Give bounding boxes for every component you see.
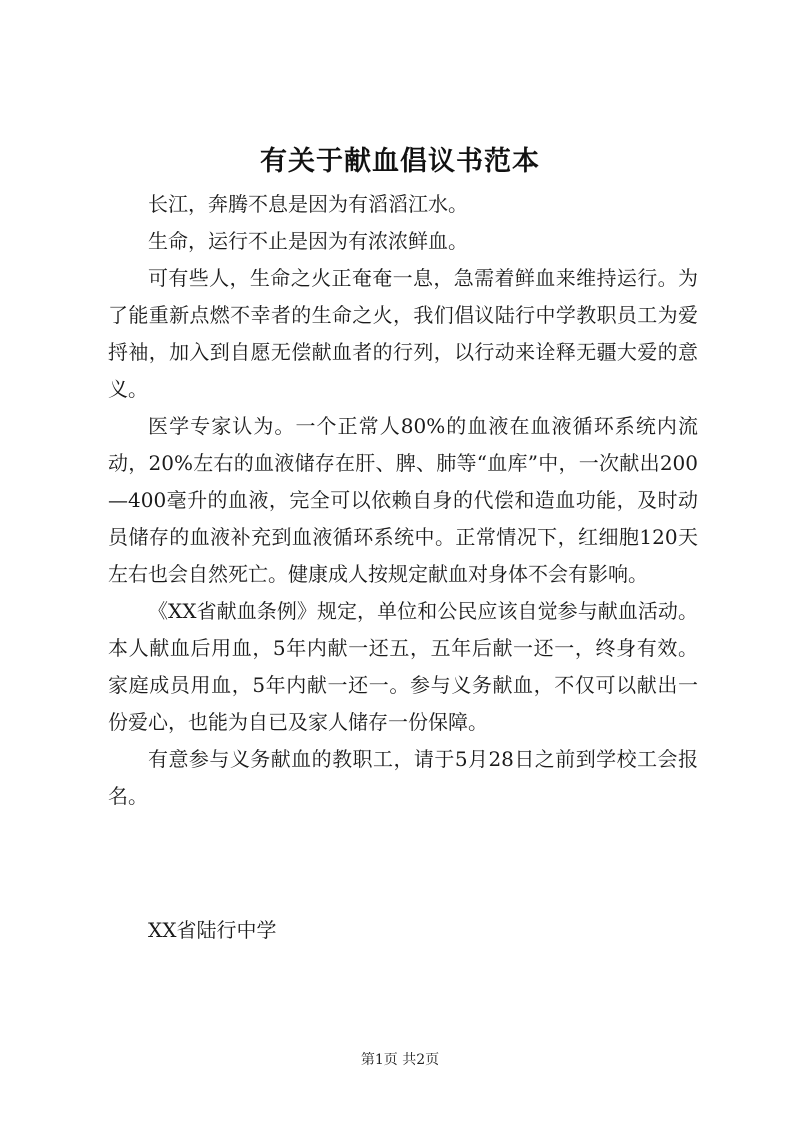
paragraph-5: 《XX省献血条例》规定，单位和公民应该自觉参与献血活动。本人献血后用血，5年内献一还五，五年后献一还一，终身有效。家庭成员用血，5年内献一还一。参与义务献血，不仅可以献出一份爱心，也能为自已及家人储存一份保障。 <box>108 599 698 734</box>
document-title: 有关于献血倡议书范本 <box>260 146 540 177</box>
signature: XX省陆行中学 <box>148 918 277 942</box>
paragraph-6: 有意参与义务献血的教职工，请于5月28日之前到学校工会报名。 <box>108 747 698 808</box>
page-footer: 第1页 共2页 <box>360 1052 440 1068</box>
paragraph-4: 医学专家认为。一个正常人80%的血液在血液循环系统内流动，20%左右的血液储存在肝、脾、肺等“血库”中，一次献出200—400毫升的血液，完全可以依赖自身的代偿和造血功能，及时动员储存的血液补充到血液循环系统中。正常情况下，红细胞120天左右也会自然死亡。健康成人按规定献血对身体不会有影响。 <box>108 414 698 586</box>
paragraph-3: 可有些人，生命之火正奄奄一息，急需着鲜血来维持运行。为了能重新点燃不幸者的生命之火，我们倡议陆行中学教职员工为爱捋袖，加入到自愿无偿献血者的行列，以行动来诠释无疆大爱的意义。 <box>108 266 698 401</box>
paragraph-1: 长江，奔腾不息是因为有滔滔江水。 <box>148 192 468 216</box>
paragraph-2: 生命，运行不止是因为有浓浓鲜血。 <box>148 229 468 253</box>
document-body <box>108 186 698 815</box>
